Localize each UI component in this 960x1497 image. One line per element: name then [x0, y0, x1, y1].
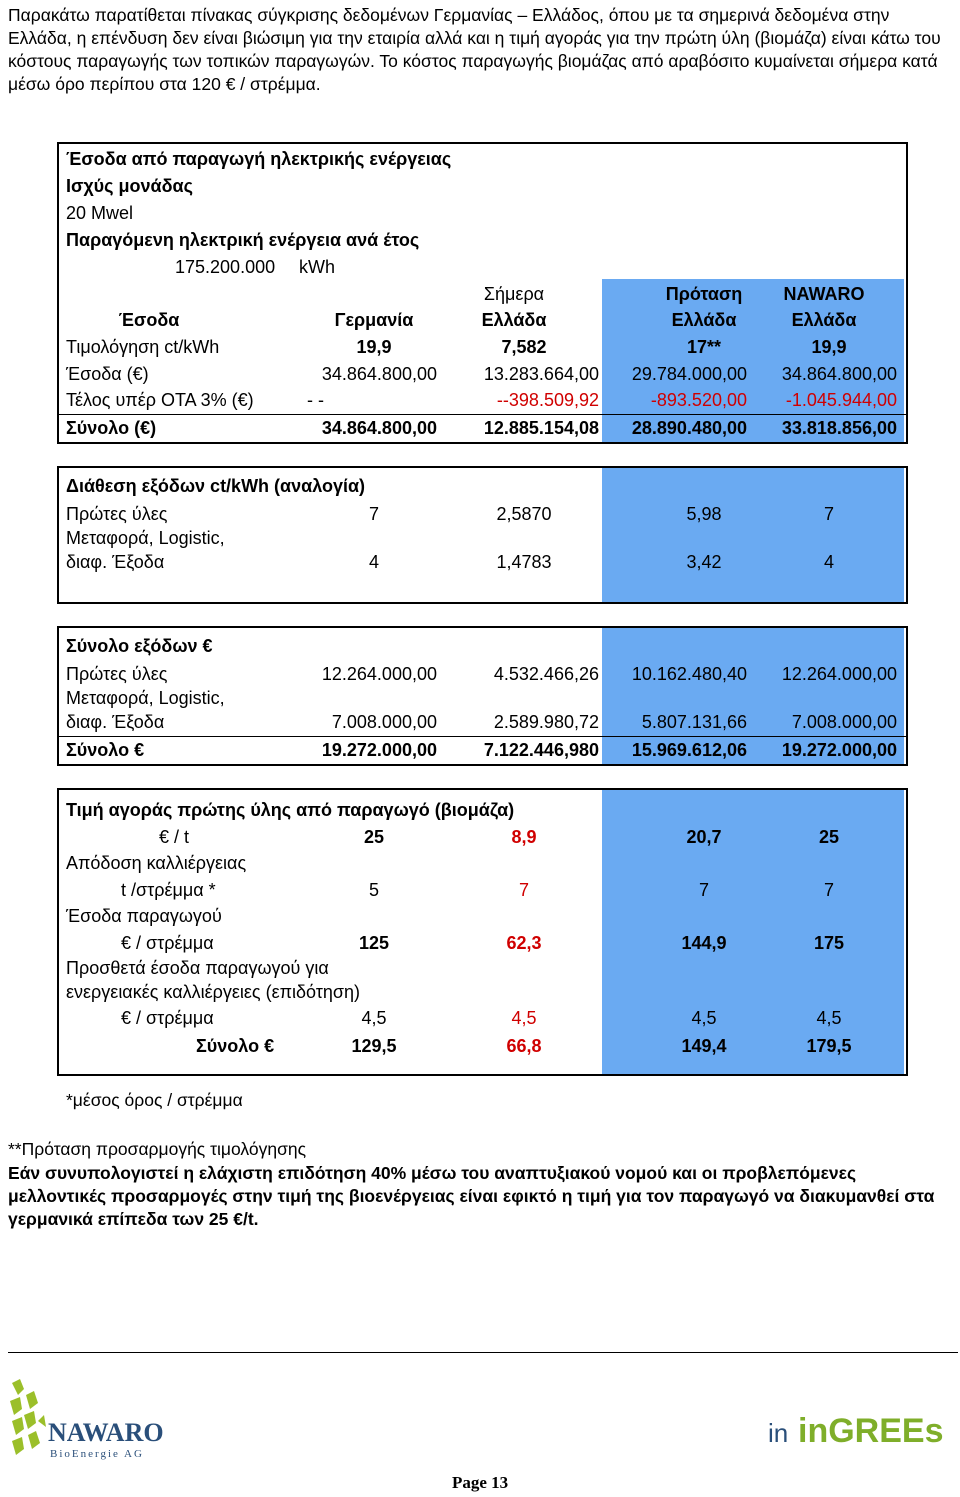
cell: 28.890.480,00 [631, 418, 747, 438]
row-fee-label: Τέλος υπέρ ΟΤΑ 3% (€) [66, 390, 254, 410]
yield-label: Απόδοση καλλιέργειας [66, 853, 247, 873]
cell: 1,4783 [496, 552, 552, 572]
header-revenue: Έσοδα [118, 310, 180, 330]
cell: 20,7 [686, 827, 722, 847]
cell: 33.818.856,00 [781, 418, 897, 438]
revenue-title: Έσοδα από παραγωγή ηλεκτρικής ενέργειας [66, 149, 452, 169]
capacity-value: 20 Mwel [66, 203, 134, 223]
cell: 2.589.980,72 [493, 712, 599, 732]
transport-label-1: Μεταφορά, Logistic, [66, 688, 225, 708]
cell: --398.509,92 [496, 390, 599, 410]
cell: 25 [818, 827, 840, 847]
cell: 144,9 [681, 933, 727, 953]
cell: 19.272.000,00 [781, 740, 897, 760]
cell: 7 [698, 880, 709, 900]
logo-text: NAWARO [48, 1418, 164, 1447]
total-label: Σύνολο € [66, 740, 145, 760]
income-unit-label: € / στρέμμα [121, 933, 214, 953]
proposal-title: **Πρόταση προσαρμογής τιμολόγησης [8, 1139, 307, 1159]
cell: 12.264.000,00 [781, 664, 897, 684]
cell: 25 [363, 827, 385, 847]
raw-materials-label: Πρώτες ύλες [66, 664, 168, 684]
cell: 2,5870 [496, 504, 552, 524]
svg-text:in: in [768, 1418, 789, 1448]
biomass-price-table [57, 788, 908, 1076]
header-greece-today: Ελλάδα [481, 310, 547, 330]
proposal-text: Εάν συνυπολογιστεί η ελάχιστη επιδότηση 40% μέσω του αναπτυξιακού νομού και οι προβλεπόμενες μελλοντικές προσαρμογές στην τιμή της βιοενέργειας είναι εφικτό η τιμή για τον παραγωγό να διακυμανθεί στα γερμανικά επίπεδα των 25 €/t. [8, 1163, 935, 1229]
header-greece-nawaro: Ελλάδα [791, 310, 857, 330]
cell: - - [307, 390, 324, 410]
header-germany: Γερμανία [334, 310, 414, 330]
logo-text: inGREEs [798, 1412, 944, 1450]
cell: 4,5 [816, 1008, 842, 1028]
yield-unit-label: t /στρέμμα * [121, 880, 216, 900]
header-top-proposal: Πρόταση [665, 284, 743, 304]
cell: 15.969.612,06 [631, 740, 747, 760]
cell: 19,9 [811, 337, 847, 357]
cell: 7.122.446,980 [483, 740, 599, 760]
cell: 4 [368, 552, 379, 572]
revenue-table [57, 142, 908, 444]
transport-label-1: Μεταφορά, Logistic, [66, 528, 225, 548]
cell: 7.008.000,00 [331, 712, 437, 732]
cell: 4,5 [511, 1008, 537, 1028]
header-top-today: Σήμερα [483, 284, 545, 304]
capacity-label: Ισχύς μονάδας [66, 176, 193, 196]
cell: 175 [813, 933, 845, 953]
transport-label-2: διαφ. Έξοδα [66, 552, 165, 572]
price-unit-label: € / t [159, 827, 190, 847]
cell: 12.264.000,00 [321, 664, 437, 684]
header-top-nawaro: NAWARO [783, 284, 865, 304]
cell: 129,5 [351, 1036, 397, 1056]
cell: 34.864.800,00 [321, 418, 437, 438]
cell: 125 [358, 933, 390, 953]
cell: -1.045.944,00 [785, 390, 897, 410]
nawaro-logo [8, 1375, 178, 1470]
cell: 19,9 [356, 337, 392, 357]
production-unit: kWh [299, 257, 335, 277]
intro-paragraph: Παρακάτω παρατίθεται πίνακας σύγκρισης δεδομένων Γερμανίας – Ελλάδος, όπου με τα σημερινά δεδομένα στην Ελλάδα, η επένδυση δεν είναι βιώσιμη για την εταιρία αλλά και η τιμή αγοράς για την πρώτη ύλη (βιομάζα) είναι κάτω του κόστους παραγωγής των τοπικών παραγωγών. Το κόστος παραγωγής βιομάζας από αραβόσιτο κυμαίνεται σήμερα κατά μέσω όρο περίπου στα 120 € / στρέμμα. [8, 5, 941, 94]
production-label: Παραγόμενη ηλεκτρική ενέργεια ανά έτος [66, 230, 420, 250]
cell: 4,5 [361, 1008, 387, 1028]
total-expenses-table [57, 626, 908, 766]
transport-label-2: διαφ. Έξοδα [66, 712, 165, 732]
row-pricing-label: Τιμολόγηση ct/kWh [66, 337, 220, 357]
cell: 179,5 [806, 1036, 852, 1056]
svg-text:BioEnergie AG: BioEnergie AG [50, 1448, 144, 1460]
subsidy-label-1: Προσθετά έσοδα παραγωγού για [66, 958, 329, 978]
biomass-title: Τιμή αγοράς πρώτης ύλης από παραγωγό (βιομάζα) [66, 800, 515, 820]
cell: 5 [368, 880, 379, 900]
cell: 34.864.800,00 [781, 364, 897, 384]
biomass-total-label: Σύνολο € [196, 1036, 275, 1056]
ingrees-logo [768, 1384, 958, 1459]
cell: 5,98 [686, 504, 722, 524]
allocation-title: Διάθεση εξόδων ct/kWh (αναλογία) [66, 476, 366, 496]
cell: 19.272.000,00 [321, 740, 437, 760]
cell: 7 [823, 880, 834, 900]
cell: 62,3 [506, 933, 542, 953]
income-label: Έσοδα παραγωγού [66, 906, 222, 926]
cell: 10.162.480,40 [631, 664, 747, 684]
cell: 7 [518, 880, 529, 900]
cell: -893.520,00 [650, 390, 747, 410]
cell: 5.807.131,66 [641, 712, 747, 732]
cell: 149,4 [681, 1036, 727, 1056]
production-value: 175.200.000 [175, 257, 276, 277]
raw-materials-label: Πρώτες ύλες [66, 504, 168, 524]
cell: 7 [823, 504, 834, 524]
row-revenue-label: Έσοδα (€) [66, 364, 149, 384]
header-greece-proposal: Ελλάδα [671, 310, 737, 330]
page-number: Page 13 [452, 1473, 509, 1492]
expense-allocation-table [57, 466, 908, 604]
cell: 34.864.800,00 [321, 364, 437, 384]
footnote-average: *μέσος όρος / στρέμμα [66, 1090, 243, 1110]
cell: 8,9 [511, 827, 537, 847]
cell: 7 [368, 504, 379, 524]
cell: 29.784.000,00 [631, 364, 747, 384]
total-expenses-title: Σύνολο εξόδων € [66, 636, 213, 656]
subsidy-unit-label: € / στρέμμα [121, 1008, 214, 1028]
cell: 7,582 [501, 337, 547, 357]
cell: 7.008.000,00 [791, 712, 897, 732]
cell: 13.283.664,00 [483, 364, 599, 384]
cell: 4 [823, 552, 834, 572]
cell: 66,8 [506, 1036, 542, 1056]
cell: 4.532.466,26 [493, 664, 599, 684]
cell: 17** [686, 337, 722, 357]
row-total-label: Σύνολο (€) [66, 418, 157, 438]
cell: 12.885.154,08 [483, 418, 599, 438]
cell: 3,42 [686, 552, 722, 572]
cell: 4,5 [691, 1008, 717, 1028]
blue-column-band [602, 468, 904, 602]
footer-rule [8, 1352, 958, 1353]
subsidy-label-2: ενεργειακές καλλιέργειες (επιδότηση) [66, 982, 361, 1002]
